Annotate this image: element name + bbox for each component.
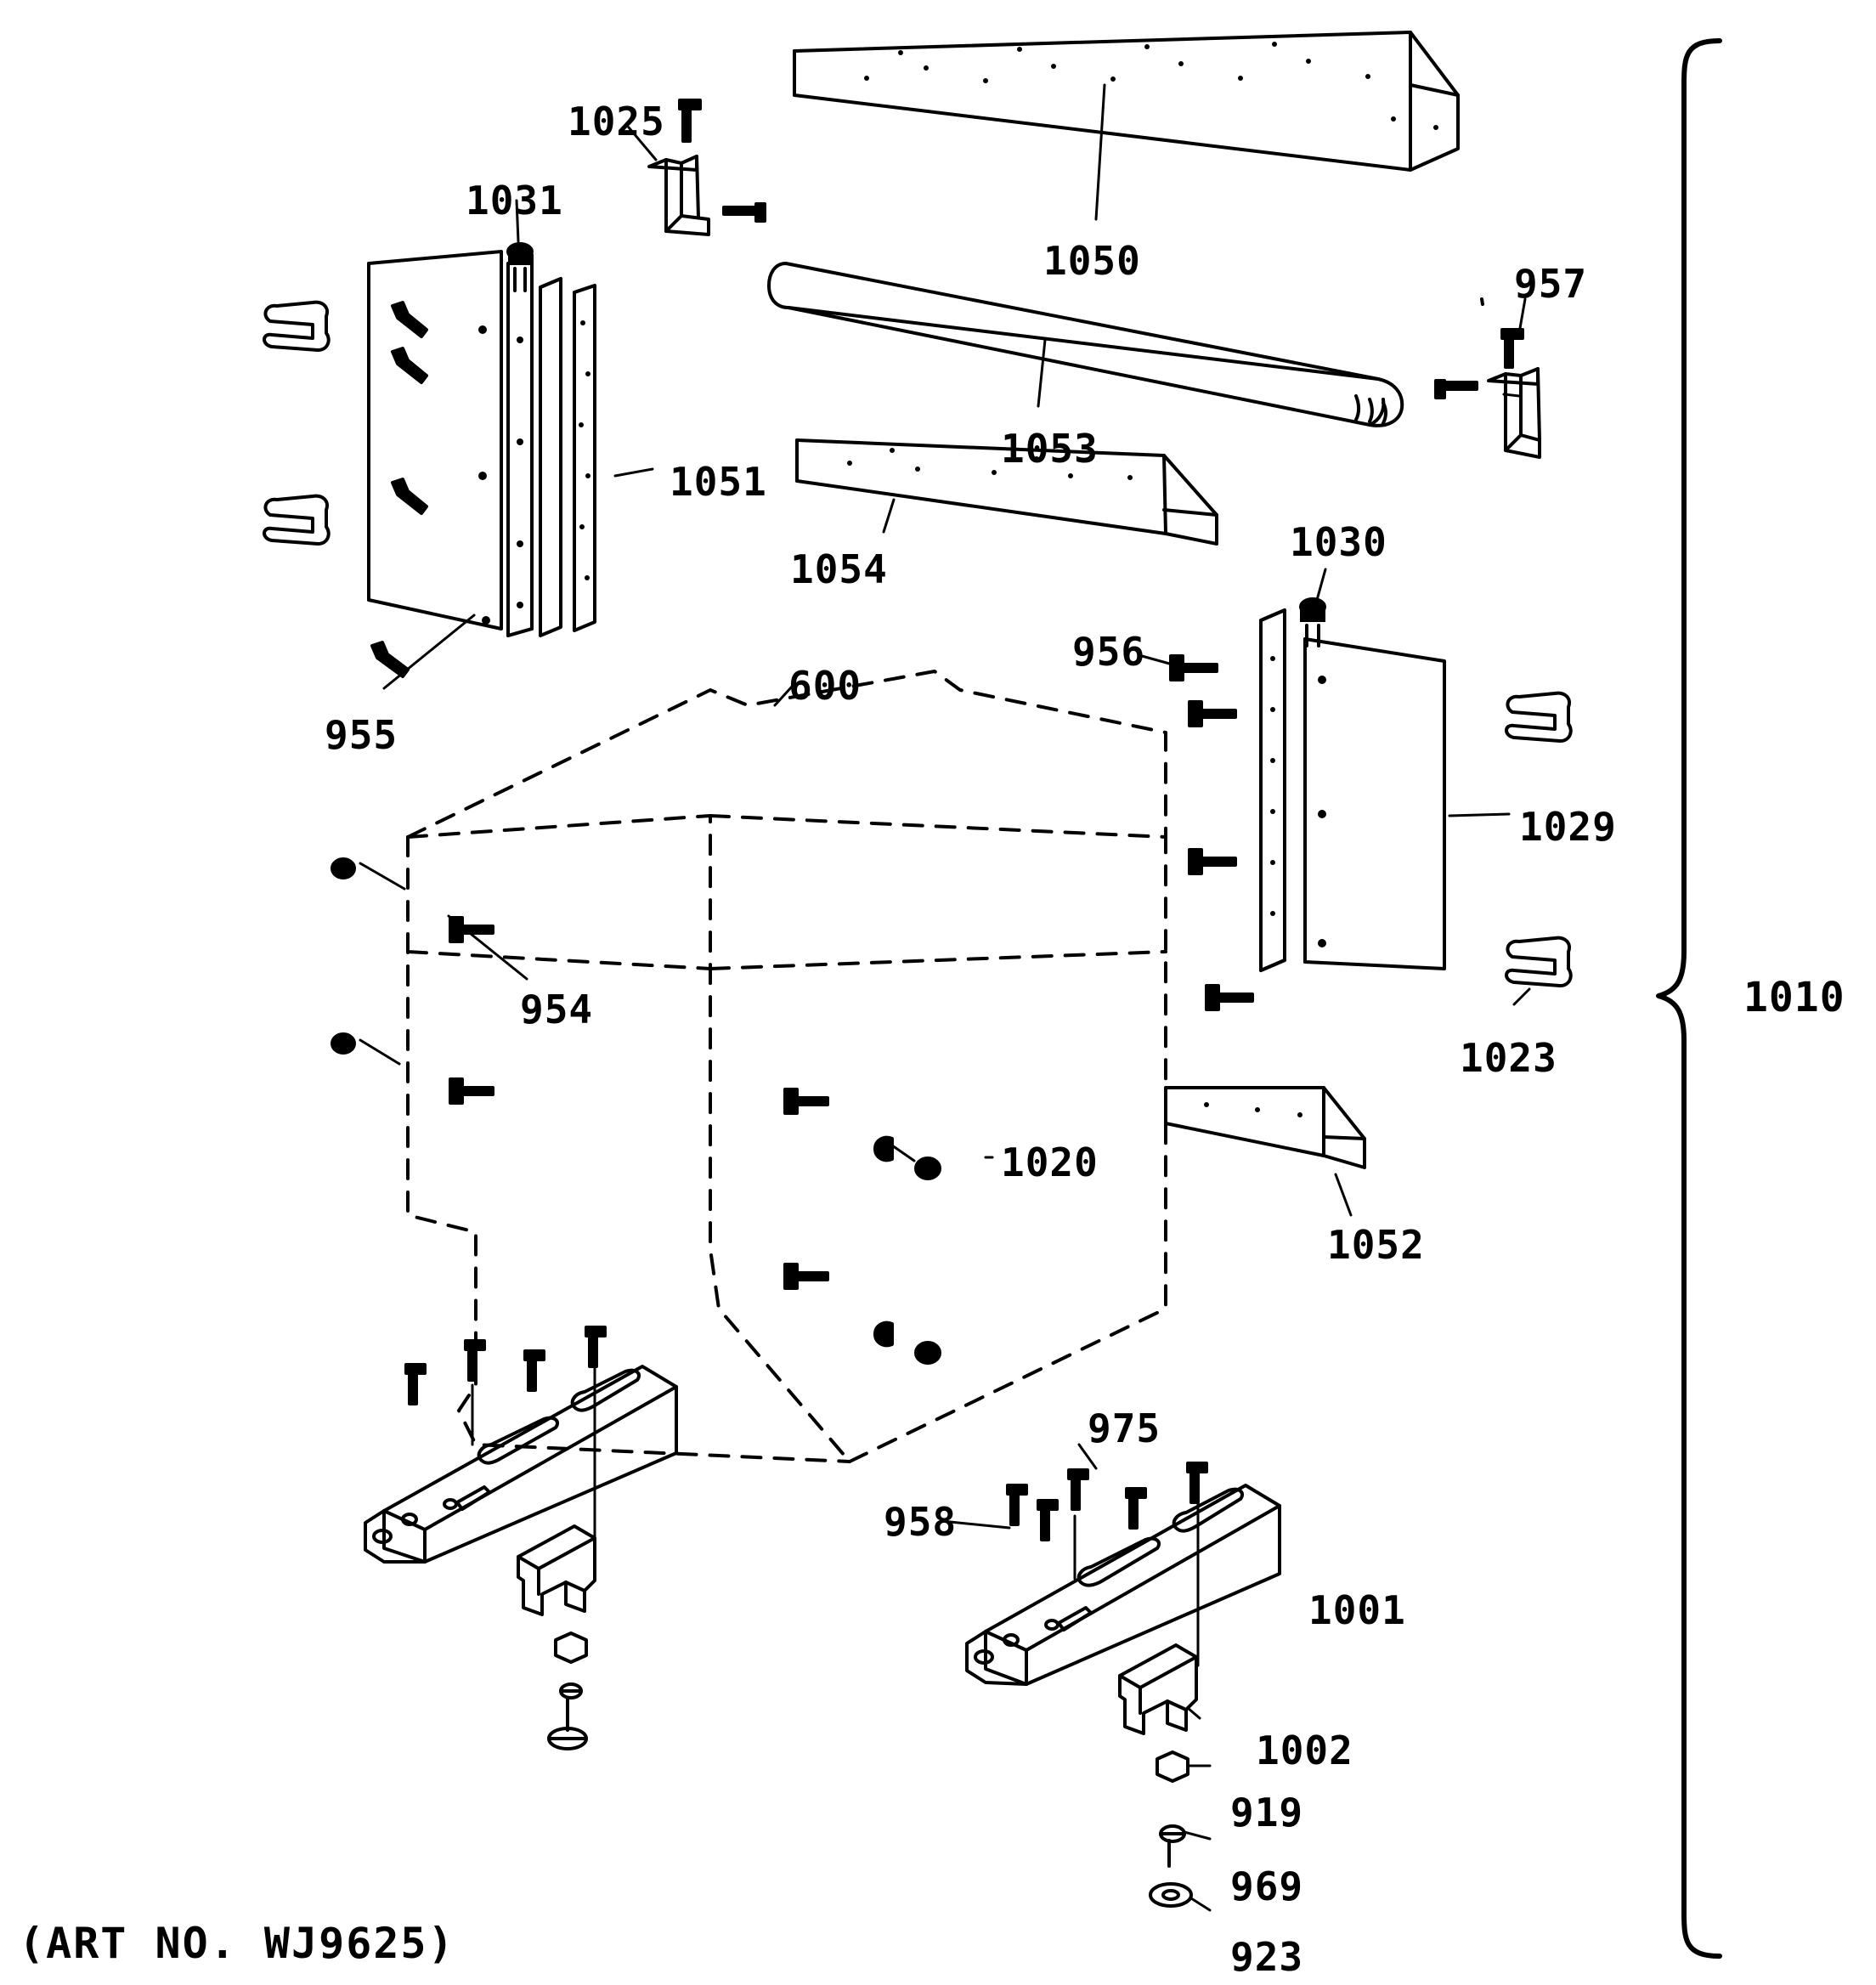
callout-919: 919 bbox=[1230, 1790, 1304, 1835]
callout-955: 955 bbox=[325, 712, 398, 758]
callout-956: 956 bbox=[1072, 629, 1146, 675]
callout-975: 975 bbox=[1088, 1405, 1161, 1451]
callout-1029: 1029 bbox=[1519, 804, 1617, 850]
callout-1053: 1053 bbox=[1001, 426, 1099, 472]
callout-969: 969 bbox=[1230, 1863, 1304, 1909]
callout-954: 954 bbox=[520, 987, 594, 1032]
callout-1031: 1031 bbox=[466, 178, 563, 223]
callout-1002: 1002 bbox=[1256, 1728, 1353, 1773]
callout-1054: 1054 bbox=[790, 546, 888, 592]
callout-923: 923 bbox=[1230, 1934, 1304, 1980]
callout-958: 958 bbox=[884, 1499, 958, 1545]
art-number-label: (ART NO. WJ9625) bbox=[19, 1919, 455, 1968]
callout-957: 957 bbox=[1514, 261, 1588, 307]
callout-1023: 1023 bbox=[1460, 1035, 1557, 1081]
callout-600: 600 bbox=[788, 663, 862, 709]
callout-1030: 1030 bbox=[1290, 519, 1387, 565]
callout-1025: 1025 bbox=[568, 99, 665, 144]
group-number-1010: 1010 bbox=[1743, 974, 1845, 1021]
callout-1001: 1001 bbox=[1308, 1587, 1406, 1633]
callout-1052: 1052 bbox=[1327, 1222, 1425, 1268]
callout-1050: 1050 bbox=[1043, 238, 1141, 284]
callout-1051: 1051 bbox=[670, 459, 767, 505]
callout-1020: 1020 bbox=[1001, 1140, 1099, 1185]
